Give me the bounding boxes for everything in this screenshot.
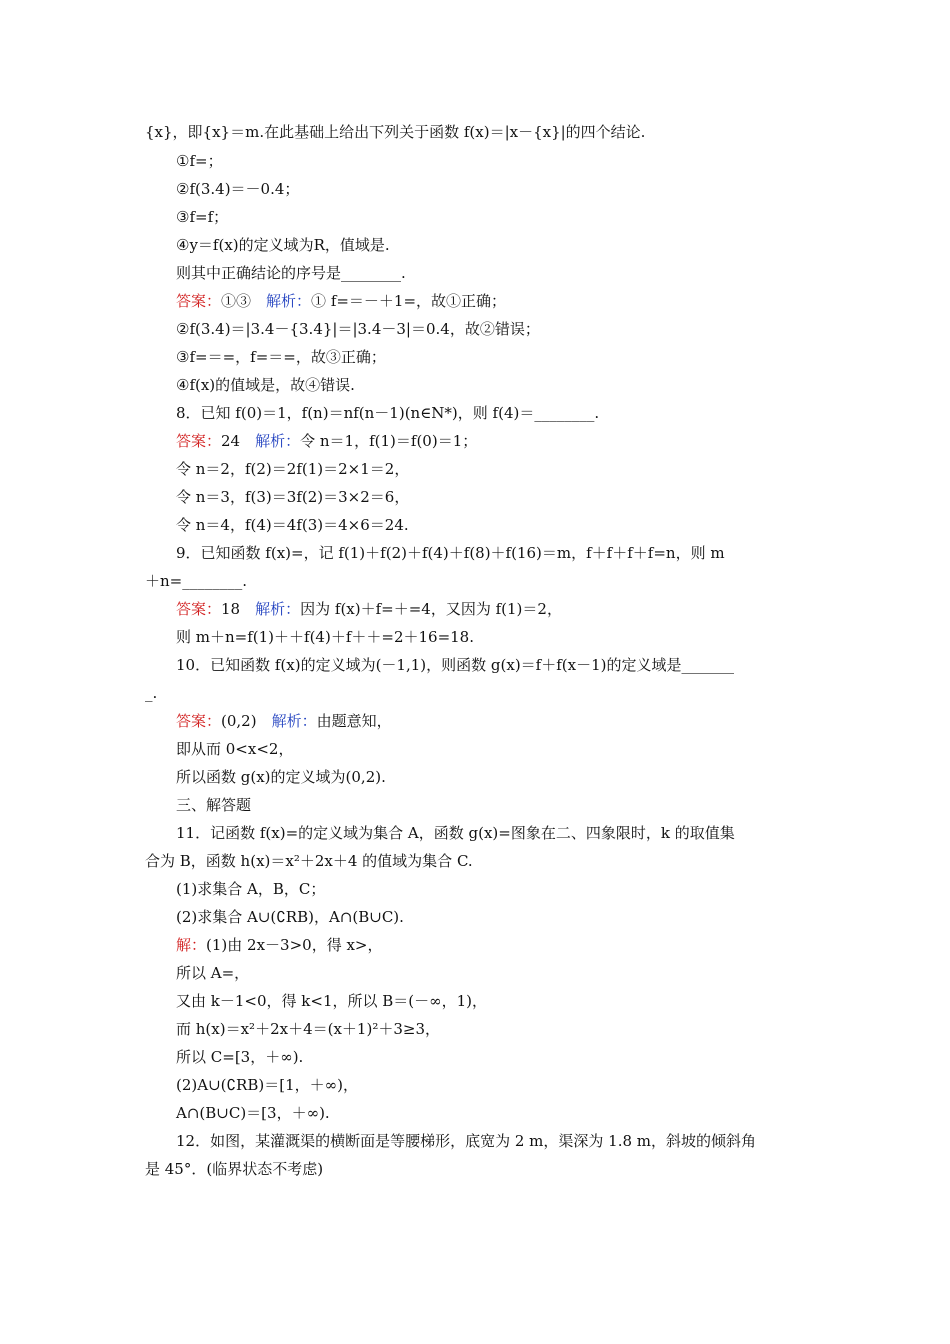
text-segment: 令 n＝2，f(2)＝2f(1)＝2×1＝2， [176,460,410,478]
text-segment: 合为 B，函数 h(x)＝x²＋2x＋4 的值域为集合 C. [145,852,473,870]
analysis-label: 解析： [271,712,317,730]
text-segment: 令 n＝1，f(1)＝f(0)＝1； [300,432,478,450]
text-line-3 [176,179,299,199]
text-segment: ①f=； [176,152,223,170]
text-segment: 而 h(x)＝x²＋2x＋4＝(x＋1)²＋3≥3， [176,1020,440,1038]
text-line-28 [176,879,325,899]
text-segment: 所以 A=， [176,964,250,982]
text-segment: _. [145,684,158,702]
text-segment: 12．如图，某灌溉渠的横断面是等腰梯形，底宽为 2 m，渠深为 1.8 m，斜坡的倾斜角 [176,1132,757,1150]
text-segment: ②f(3.4)＝|3.4－{3.4}|＝|3.4－3|＝0.4，故②错误； [176,320,540,338]
text-segment: ＋n=________. [145,572,247,590]
text-line-15 [176,515,409,535]
answer-label: 答案： [176,712,222,730]
text-segment: 由题意知， [316,712,392,730]
text-segment: 令 n＝4，f(4)＝4f(3)＝4×6＝24. [176,516,409,534]
answer-label: 解： [176,936,207,954]
text-line-12 [176,431,477,451]
text-line-21 [145,683,157,703]
text-line-31 [176,963,249,983]
text-segment: 三、解答题 [176,796,252,814]
text-line-9 [176,347,386,367]
text-segment: 8．已知 f(0)＝1，f(n)＝nf(n－1)(n∈N*)，则 f(4)＝________. [176,404,600,422]
text-line-2 [176,151,223,171]
text-segment: 则 m＋n=f(1)＋＋f(4)＋f＋＋=2＋16=18. [176,628,474,646]
text-line-27 [145,851,473,871]
analysis-label: 解析： [255,600,301,618]
text-line-5 [176,235,390,255]
text-line-14 [176,487,409,507]
text-line-13 [176,459,409,479]
text-segment: ②f(3.4)＝－0.4； [176,180,300,198]
text-segment: 是 45°．(临界状态不考虑) [145,1160,324,1178]
text-segment: ③f=＝=，f=＝=，故③正确； [176,348,386,366]
text-segment: 则其中正确结论的序号是________. [176,264,406,282]
answer-label: 答案： [176,432,222,450]
text-line-4 [176,207,228,227]
text-line-37 [176,1131,756,1151]
text-segment: ①③ [221,292,267,310]
answer-label: 答案： [176,600,222,618]
analysis-label: 解析： [266,292,312,310]
text-line-29 [176,907,404,927]
text-line-18 [176,599,562,619]
text-segment: 11．记函数 f(x)=的定义域为集合 A，函数 g(x)=图象在二、四象限时，k 的取值集 [176,824,735,842]
text-segment: A∩(B∪C)＝[3，＋∞). [176,1104,330,1122]
text-line-33 [176,1019,440,1039]
text-line-10 [176,375,355,395]
text-line-20 [176,655,734,675]
text-segment: ④f(x)的值域是，故④错误. [176,376,355,394]
text-segment: 所以函数 g(x)的定义域为(0,2). [176,768,386,786]
text-line-32 [176,991,487,1011]
text-line-11 [176,403,599,423]
text-line-35 [176,1075,358,1095]
text-line-16 [176,543,725,563]
text-line-34 [176,1047,303,1067]
text-segment: (0,2) [221,712,272,730]
text-segment: ④y＝f(x)的定义域为R，值域是. [176,236,390,254]
text-line-38 [145,1159,323,1179]
text-segment: {x}，即{x}＝m.在此基础上给出下列关于函数 f(x)＝|x－{x}|的四个结论. [145,123,646,141]
text-line-30 [176,935,383,955]
text-line-19 [176,627,474,647]
text-segment: (2)求集合 A∪(∁RB)，A∩(B∪C). [176,908,404,926]
text-line-17 [145,571,247,591]
text-segment: 令 n＝3，f(3)＝3f(2)＝3×2＝6， [176,488,410,506]
text-segment: ③f=f； [176,208,229,226]
text-line-7 [176,291,506,311]
text-segment: 18 [221,600,256,618]
text-line-26 [176,823,735,843]
text-segment: 9．已知函数 f(x)=，记 f(1)＋f(2)＋f(4)＋f(8)＋f(16)＝m，f＋f＋f＋f=n，则 m [176,544,725,562]
text-line-8 [176,319,540,339]
text-segment: 因为 f(x)＋f=＋=4，又因为 f(1)＝2， [300,600,562,618]
text-segment: ① f=＝－＋1=，故①正确； [311,292,507,310]
text-segment: (1)求集合 A，B，C； [176,880,326,898]
text-segment: (2)A∪(∁RB)＝[1，＋∞)， [176,1076,358,1094]
text-line-6 [176,263,406,283]
text-line-36 [176,1103,330,1123]
text-segment: (1)由 2x－3>0，得 x>， [206,936,383,954]
text-segment: 24 [221,432,256,450]
text-segment: 所以 C=[3，＋∞). [176,1048,304,1066]
text-line-23 [176,739,293,759]
text-line-25 [176,795,251,815]
text-line-22 [176,711,392,731]
analysis-label: 解析： [255,432,301,450]
text-segment: 10．已知函数 f(x)的定义域为(－1,1)，则函数 g(x)＝f＋f(x－1)的定义域是_______ [176,656,734,674]
text-segment: 又由 k－1<0，得 k<1，所以 B＝(－∞，1)， [176,992,488,1010]
text-line-24 [176,767,386,787]
text-segment: 即从而 0<x<2， [176,740,294,758]
answer-label: 答案： [176,292,222,310]
text-line-1 [145,122,645,142]
